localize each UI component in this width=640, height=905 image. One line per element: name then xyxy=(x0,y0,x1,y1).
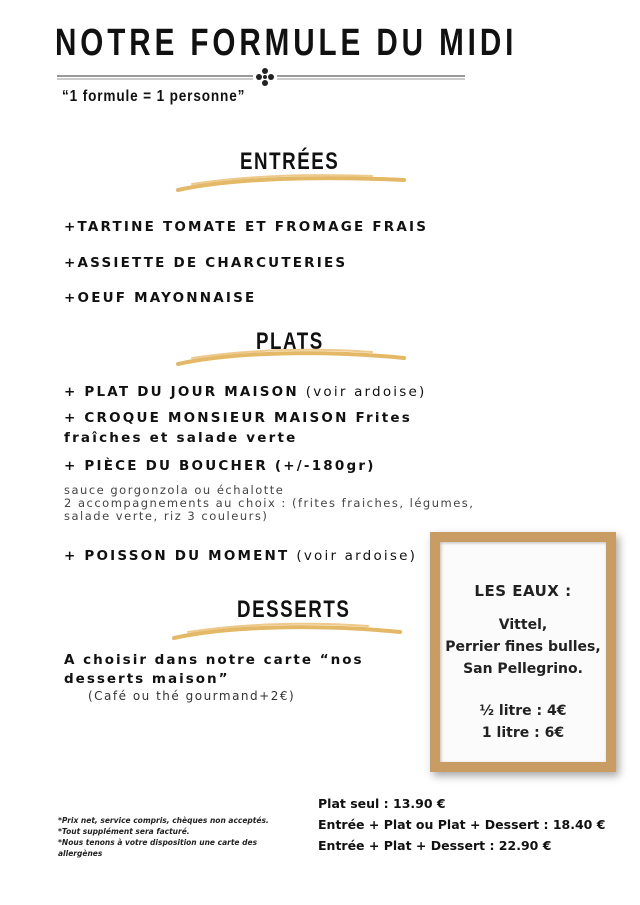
price-line: Entrée + Plat ou Plat + Dessert : 18.40 € xyxy=(318,817,606,832)
waters-title: LES EAUX : xyxy=(474,582,572,600)
plat-item-note: (voir ardoise) xyxy=(305,384,427,400)
plat-item: + PIÈCE DU BOUCHER (+/-180gr) xyxy=(64,458,376,474)
plat-description: salade verte, riz 3 couleurs) xyxy=(64,509,269,523)
plat-item xyxy=(64,548,417,564)
entree-item: +TARTINE TOMATE ET FROMAGE FRAIS xyxy=(64,219,429,235)
plat-item xyxy=(64,384,426,400)
entree-item: +OEUF MAYONNAISE xyxy=(64,290,257,306)
plat-item-continued: fraîches et salade verte xyxy=(64,430,298,446)
dessert-note: (Café ou thé gourmand+2€) xyxy=(88,689,296,703)
footnote: *Tout supplément sera facturé. xyxy=(58,827,190,836)
dessert-text: A choisir dans notre carte “nos xyxy=(64,652,364,668)
plat-item: + CROQUE MONSIEUR MAISON Frites xyxy=(64,410,412,426)
plat-description: 2 accompagnements au choix : (frites fraiches, légumes, xyxy=(64,496,475,510)
plat-item-name: + POISSON DU MOMENT xyxy=(64,548,290,564)
footnote: *Nous tenons à votre disposition une carte des xyxy=(58,838,258,847)
page-title: NOTRE FORMULE DU MIDI xyxy=(55,22,518,64)
footnotes xyxy=(58,815,269,859)
plat-description: sauce gorgonzola ou échalotte xyxy=(64,483,285,497)
section-title-desserts: DESSERTS xyxy=(237,596,351,623)
entree-item: +ASSIETTE DE CHARCUTERIES xyxy=(64,255,348,271)
footnote: *Prix net, service compris, chèques non acceptés. xyxy=(58,816,269,825)
section-title-plats: PLATS xyxy=(256,328,324,355)
gold-brush-stroke xyxy=(172,340,412,372)
footnote: allergènes xyxy=(58,849,103,858)
price-list xyxy=(318,793,605,856)
waters-brand: Vittel, xyxy=(498,617,548,633)
waters-price: ½ litre : 4€ xyxy=(479,703,567,719)
waters-board xyxy=(440,542,606,762)
tagline: “1 formule = 1 personne” xyxy=(62,88,246,105)
price-line: Plat seul : 13.90 € xyxy=(318,796,446,811)
plat-item-note: (voir ardoise) xyxy=(296,548,418,564)
gold-brush-stroke xyxy=(168,612,408,646)
section-title-entrees: ENTRÉES xyxy=(240,148,340,175)
waters-frame xyxy=(430,532,616,772)
dessert-text: desserts maison” xyxy=(64,671,230,687)
waters-content xyxy=(440,582,606,744)
gold-brush-stroke xyxy=(172,166,412,198)
flourish-icon xyxy=(256,68,274,86)
plat-item-name: + PLAT DU JOUR MAISON xyxy=(64,384,299,400)
waters-price: 1 litre : 6€ xyxy=(481,725,565,741)
price-line: Entrée + Plat + Dessert : 22.90 € xyxy=(318,838,552,853)
waters-brand: Perrier fines bulles, xyxy=(445,639,601,655)
ornament-divider xyxy=(55,66,475,88)
waters-brand: San Pellegrino. xyxy=(463,661,583,677)
